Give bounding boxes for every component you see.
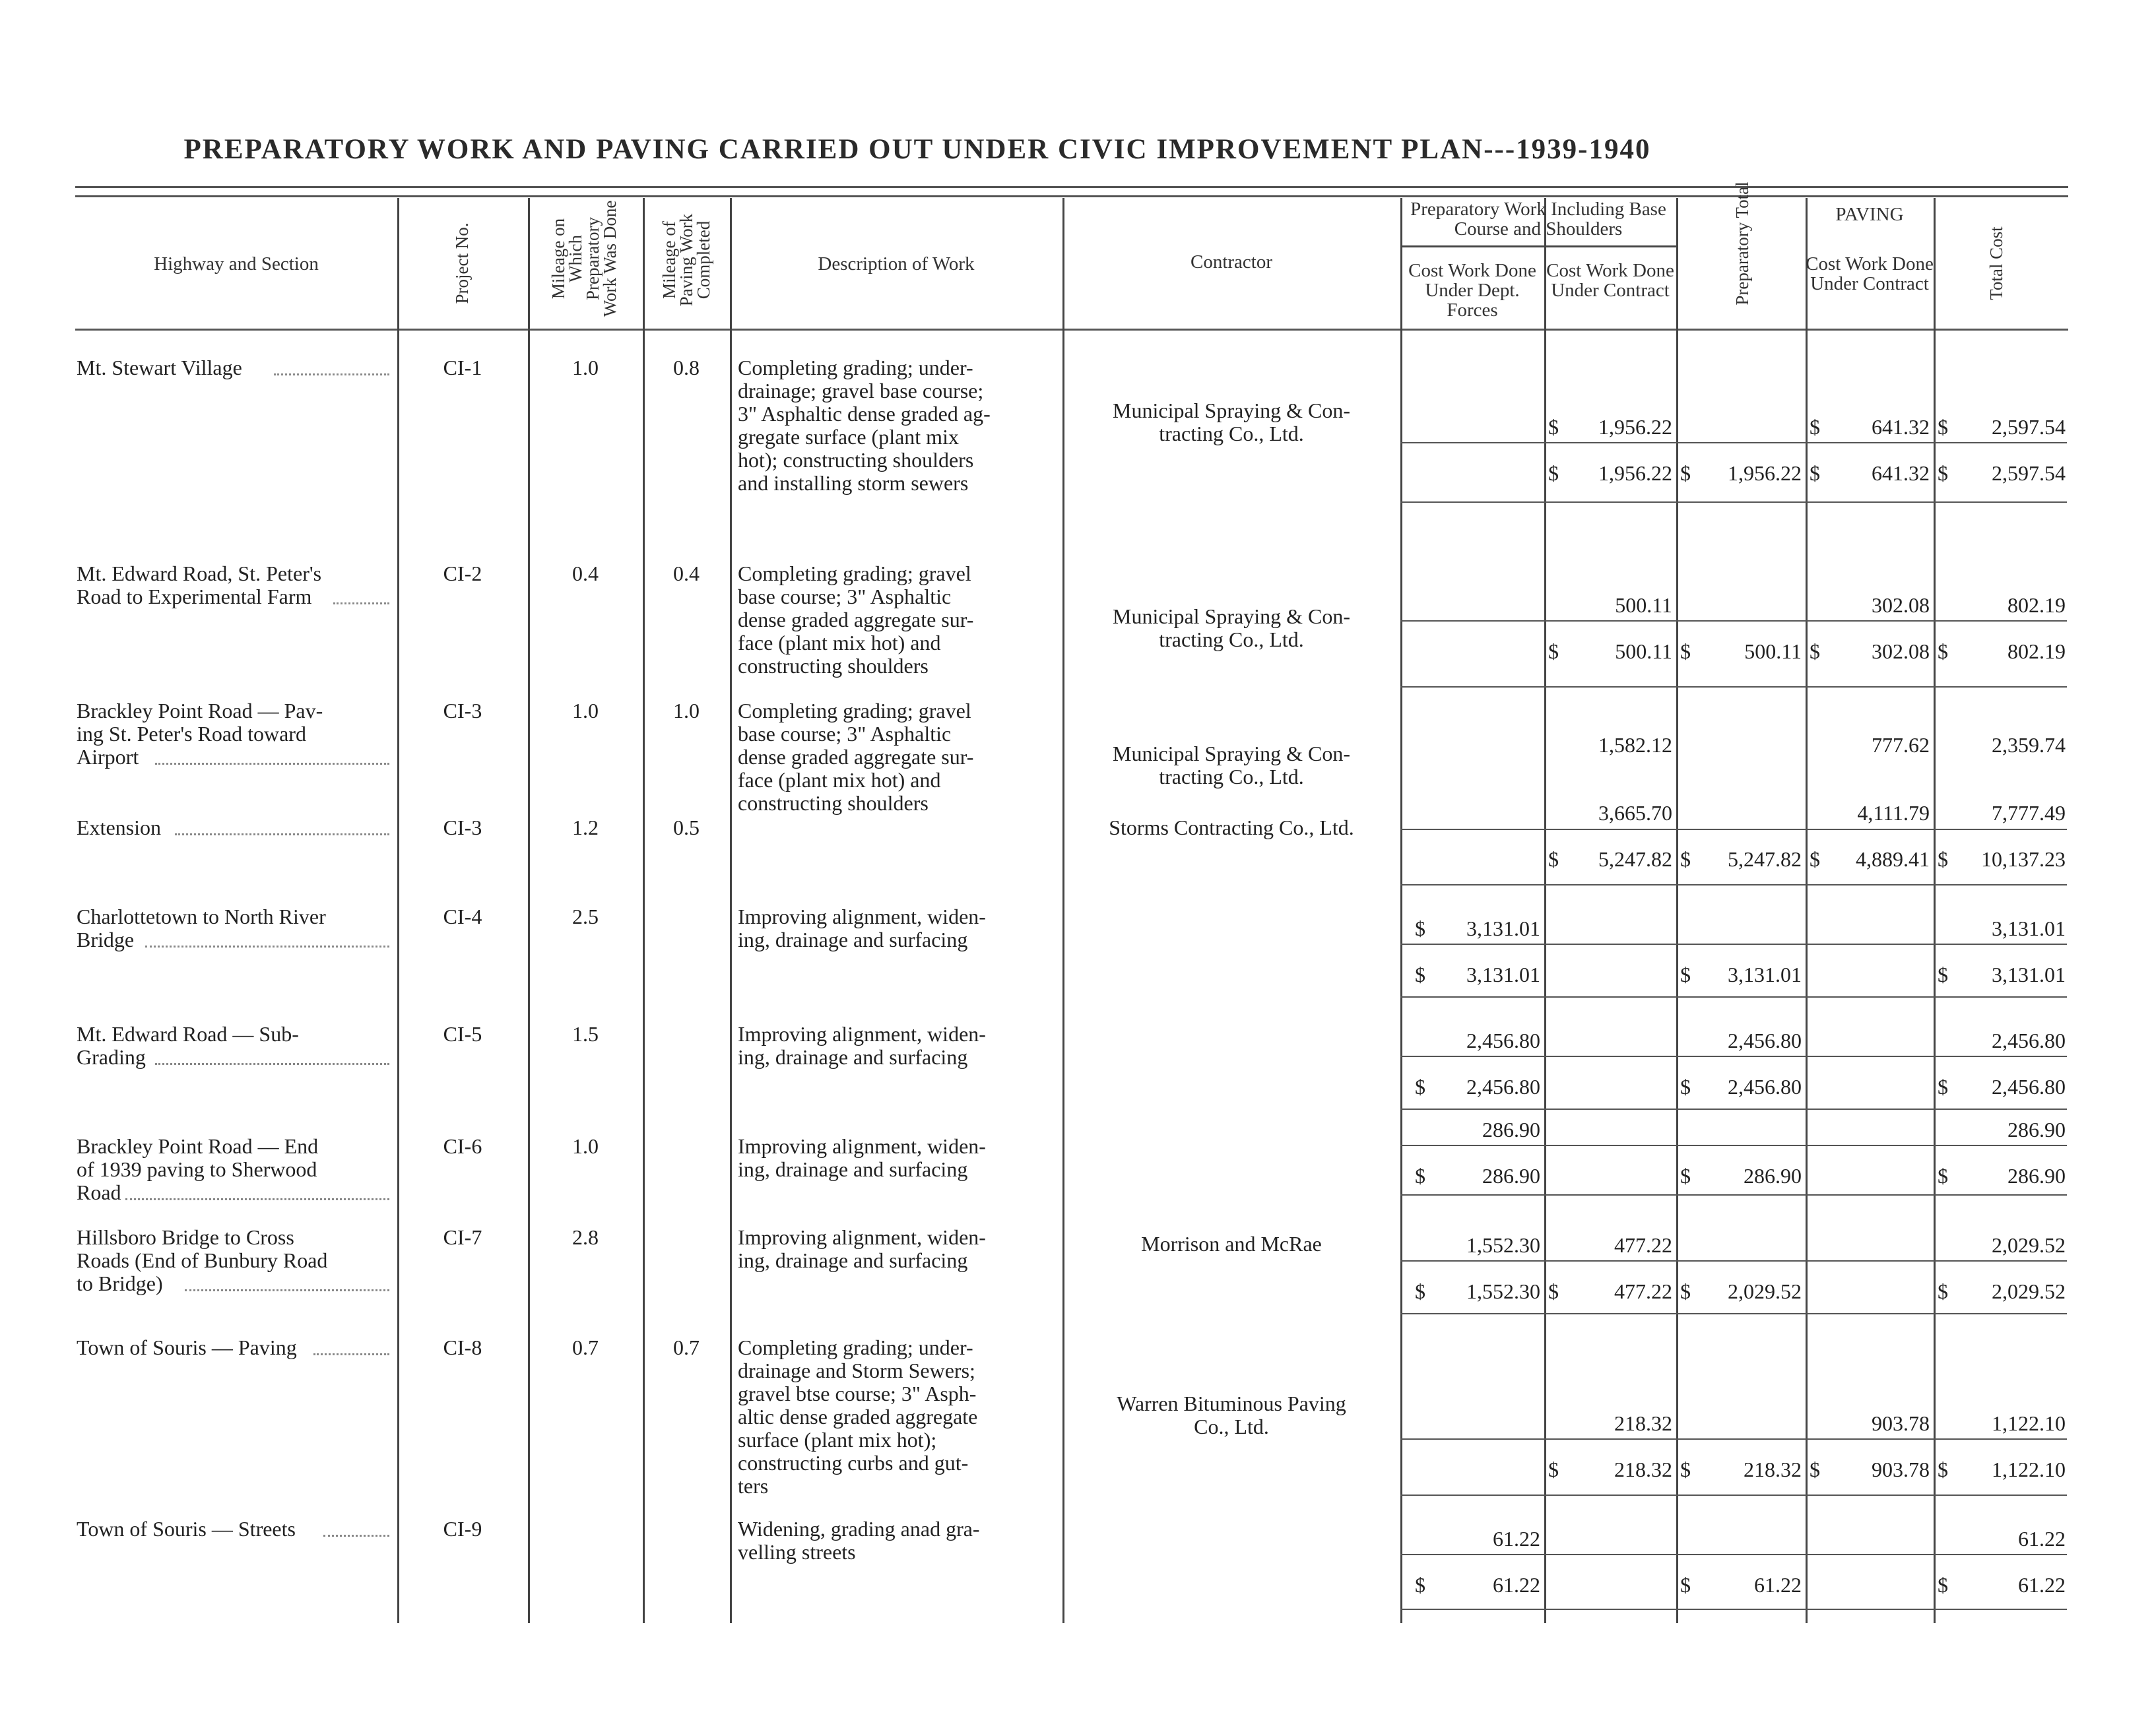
work-description: Completing grading; gravel: [738, 699, 971, 723]
contract-value: 477.22: [1614, 1233, 1672, 1257]
work-description: base course; 3" Asphaltic: [738, 585, 952, 608]
dept-value: 3,131.01: [1466, 916, 1540, 940]
mileage-prep: 1.2: [572, 816, 599, 839]
mileage-paving: 0.4: [673, 562, 700, 585]
mileage-prep: 1.5: [572, 1022, 599, 1046]
currency-sign: $: [1938, 1075, 1948, 1099]
work-description: base course; 3" Asphaltic: [738, 722, 952, 746]
column-divider: [643, 198, 645, 1623]
highway-section: Mt. Stewart Village: [77, 356, 242, 379]
prep-value: 2,456.80: [1728, 1029, 1802, 1052]
work-description: ing, drainage and surfacing: [738, 1157, 968, 1181]
paving-value: 777.62: [1872, 733, 1930, 757]
sum-rule: [1400, 442, 2067, 443]
work-description: hot); constructing shoulders: [738, 448, 974, 472]
dept-value: 286.90: [1482, 1118, 1540, 1141]
prep-value: 61.22: [1754, 1573, 1802, 1597]
total-value: 10,137.23: [1981, 847, 2066, 871]
currency-sign: $: [1810, 1458, 1820, 1481]
mileage-prep: 2.8: [572, 1225, 599, 1249]
total-value: 2,029.52: [1992, 1233, 2066, 1257]
header-project: Project No.: [452, 222, 472, 304]
mileage-paving: 0.7: [673, 1335, 700, 1359]
top-rule: [75, 186, 2068, 188]
total-value: 1,122.10: [1992, 1458, 2066, 1481]
currency-sign: $: [1938, 1573, 1948, 1597]
currency-sign: $: [1680, 1279, 1691, 1303]
work-description: Improving alignment, widen-: [738, 1225, 986, 1249]
work-description: Improving alignment, widen-: [738, 1134, 986, 1158]
contractor-name: Municipal Spraying & Con-: [1113, 742, 1350, 765]
work-description: ing, drainage and surfacing: [738, 1248, 968, 1272]
contractor-name: Co., Ltd.: [1194, 1415, 1269, 1438]
work-description: altic dense graded aggregate: [738, 1405, 978, 1429]
highway-section: Brackley Point Road — Pav-: [77, 699, 323, 723]
highway-section: Road: [77, 1180, 121, 1204]
work-description: and installing storm sewers: [738, 471, 969, 495]
prep-value: 2,456.80: [1728, 1075, 1802, 1099]
highway-section: Brackley Point Road — End: [77, 1134, 319, 1158]
top-rule-2: [75, 195, 2068, 197]
prep-value: 5,247.82: [1728, 847, 1802, 871]
total-value: 3,131.01: [1992, 916, 2066, 940]
contract-value: 500.11: [1615, 639, 1672, 663]
mileage-paving: 0.5: [673, 816, 700, 839]
sum-rule: [1400, 996, 2067, 998]
work-description: gregate surface (plant mix: [738, 425, 959, 449]
paving-value: 903.78: [1872, 1411, 1930, 1435]
contract-value: 477.22: [1614, 1279, 1672, 1303]
column-divider: [1400, 198, 1402, 1623]
mileage-prep: 1.0: [572, 699, 599, 723]
contractor-name: Municipal Spraying & Con-: [1113, 604, 1350, 628]
currency-sign: $: [1810, 847, 1820, 871]
highway-section: Grading: [77, 1045, 146, 1069]
highway-section: Road to Experimental Farm: [77, 585, 312, 608]
header-paving-group: PAVING: [1835, 204, 1904, 225]
paving-value: 302.08: [1872, 593, 1930, 617]
paving-value: 4,889.41: [1856, 847, 1930, 871]
work-description: velling streets: [738, 1540, 856, 1564]
work-description: Completing grading; under-: [738, 1335, 973, 1359]
work-description: Improving alignment, widen-: [738, 1022, 986, 1046]
currency-sign: $: [1680, 1573, 1691, 1597]
contractor-name: Morrison and McRae: [1141, 1232, 1322, 1256]
highway-section: Mt. Edward Road — Sub-: [77, 1022, 299, 1046]
contract-value: 1,582.12: [1598, 733, 1672, 757]
work-description: dense graded aggregate sur-: [738, 745, 974, 769]
currency-sign: $: [1548, 461, 1559, 485]
contract-value: 5,247.82: [1598, 847, 1672, 871]
leader-dots: [313, 1352, 389, 1355]
highway-section: Roads (End of Bunbury Road: [77, 1248, 328, 1272]
leader-dots: [274, 372, 389, 375]
sum-rule: [1400, 1145, 2067, 1146]
column-divider: [730, 198, 732, 1623]
dept-value: 286.90: [1482, 1164, 1540, 1188]
sum-rule: [1400, 1056, 2067, 1057]
sum-rule: [1400, 1554, 2067, 1555]
paving-value: 903.78: [1872, 1458, 1930, 1481]
header-paving-contract: Cost Work Done Under Contract: [1806, 253, 1934, 294]
sum-rule: [1400, 1438, 2067, 1440]
work-description: drainage and Storm Sewers;: [738, 1359, 975, 1382]
highway-section: Town of Souris — Streets: [77, 1517, 296, 1541]
mileage-prep: 2.5: [572, 905, 599, 928]
work-description: ing, drainage and surfacing: [738, 1045, 968, 1069]
contract-value: 1,956.22: [1598, 415, 1672, 439]
header-description: Description of Work: [818, 253, 975, 274]
contract-value: 218.32: [1614, 1458, 1672, 1481]
header-mileage-prep: Mileage on Which Preparatory Work Was Done: [548, 200, 620, 317]
highway-section: Airport: [77, 745, 139, 769]
contract-value: 500.11: [1615, 593, 1672, 617]
contractor-name: Storms Contracting Co., Ltd.: [1109, 816, 1354, 839]
dept-value: 61.22: [1493, 1573, 1540, 1597]
highway-section: ing St. Peter's Road toward: [77, 722, 306, 746]
dept-value: 2,456.80: [1466, 1029, 1540, 1052]
currency-sign: $: [1548, 1279, 1559, 1303]
highway-section: Mt. Edward Road, St. Peter's: [77, 562, 322, 585]
sum-rule: [1400, 1495, 2067, 1496]
work-description: face (plant mix hot) and: [738, 768, 941, 792]
total-value: 2,029.52: [1992, 1279, 2066, 1303]
header-contractor: Contractor: [1190, 251, 1272, 273]
mileage-prep: 0.7: [572, 1335, 599, 1359]
currency-sign: $: [1680, 963, 1691, 986]
header-dept-forces: Cost Work Done Under Dept. Forces: [1408, 260, 1536, 321]
project-number: CI-1: [443, 356, 482, 379]
contractor-name: tracting Co., Ltd.: [1159, 422, 1304, 445]
prep-value: 2,029.52: [1728, 1279, 1802, 1303]
leader-dots: [333, 601, 389, 604]
work-description: gravel btse course; 3" Asph-: [738, 1382, 977, 1405]
total-value: 802.19: [2007, 639, 2066, 663]
contract-value: 3,665.70: [1598, 801, 1672, 825]
paving-value: 302.08: [1872, 639, 1930, 663]
currency-sign: $: [1548, 415, 1559, 439]
currency-sign: $: [1938, 639, 1948, 663]
header-rule: [75, 329, 2068, 331]
total-value: 1,122.10: [1992, 1411, 2066, 1435]
currency-sign: $: [1810, 639, 1820, 663]
contractor-name: tracting Co., Ltd.: [1159, 765, 1304, 788]
mileage-prep: 0.4: [572, 562, 599, 585]
currency-sign: $: [1938, 1458, 1948, 1481]
work-description: Completing grading; gravel: [738, 562, 971, 585]
project-number: CI-2: [443, 562, 482, 585]
work-description: constructing shoulders: [738, 791, 929, 815]
sum-rule: [1400, 501, 2067, 503]
prep-value: 218.32: [1744, 1458, 1802, 1481]
total-value: 61.22: [2018, 1573, 2066, 1597]
highway-section: of 1939 paving to Sherwood: [77, 1157, 317, 1181]
contract-value: 218.32: [1614, 1411, 1672, 1435]
work-description: face (plant mix hot) and: [738, 631, 941, 655]
dept-value: 3,131.01: [1466, 963, 1540, 986]
sum-rule: [1400, 829, 2067, 830]
header-total-cost: Total Cost: [1986, 226, 2006, 300]
total-value: 286.90: [2007, 1118, 2066, 1141]
prep-value: 500.11: [1744, 639, 1802, 663]
header-prep-total: Preparatory Total: [1732, 181, 1752, 305]
currency-sign: $: [1680, 1164, 1691, 1188]
currency-sign: $: [1938, 847, 1948, 871]
total-value: 2,597.54: [1992, 415, 2066, 439]
contract-value: 1,956.22: [1598, 461, 1672, 485]
currency-sign: $: [1680, 1075, 1691, 1099]
highway-section: Bridge: [77, 928, 135, 951]
mileage-prep: 1.0: [572, 356, 599, 379]
mileage-prep: 1.0: [572, 1134, 599, 1158]
highway-section: Town of Souris — Paving: [77, 1335, 297, 1359]
total-value: 286.90: [2007, 1164, 2066, 1188]
currency-sign: $: [1680, 461, 1691, 485]
sum-rule: [1400, 1313, 2067, 1314]
header-subrule: [1400, 245, 1676, 247]
page-title: PREPARATORY WORK AND PAVING CARRIED OUT UNDER CIVIC IMPROVEMENT PLAN---1939-1940: [183, 134, 1651, 165]
work-description: ters: [738, 1474, 769, 1498]
sum-rule: [1400, 944, 2067, 945]
currency-sign: $: [1680, 1458, 1691, 1481]
header-under-contract: Cost Work Done Under Contract: [1546, 260, 1674, 301]
column-divider: [1544, 198, 1546, 1623]
dept-value: 2,456.80: [1466, 1075, 1540, 1099]
total-value: 802.19: [2007, 593, 2066, 617]
currency-sign: $: [1938, 415, 1948, 439]
project-number: CI-7: [443, 1225, 482, 1249]
total-value: 61.22: [2018, 1527, 2066, 1551]
project-number: CI-3: [443, 816, 482, 839]
work-description: ing, drainage and surfacing: [738, 928, 968, 951]
work-description: Completing grading; under-: [738, 356, 973, 379]
column-divider: [1934, 198, 1936, 1623]
work-description: constructing shoulders: [738, 654, 929, 678]
currency-sign: $: [1810, 461, 1820, 485]
project-number: CI-4: [443, 905, 482, 928]
project-number: CI-8: [443, 1335, 482, 1359]
sum-rule: [1400, 1194, 2067, 1196]
currency-sign: $: [1810, 415, 1820, 439]
sum-rule: [1400, 1109, 2067, 1110]
sum-rule: [1400, 1260, 2067, 1262]
contractor-name: Warren Bituminous Paving: [1117, 1392, 1346, 1415]
highway-section: Charlottetown to North River: [77, 905, 326, 928]
leader-dots: [185, 1288, 389, 1291]
currency-sign: $: [1680, 639, 1691, 663]
prep-value: 3,131.01: [1728, 963, 1802, 986]
currency-sign: $: [1548, 847, 1559, 871]
header-subrule: [1806, 245, 1934, 247]
dept-value: 1,552.30: [1466, 1233, 1540, 1257]
mileage-paving: 0.8: [673, 356, 700, 379]
highway-section: Extension: [77, 816, 161, 839]
currency-sign: $: [1938, 1279, 1948, 1303]
leader-dots: [145, 944, 389, 948]
total-value: 2,597.54: [1992, 461, 2066, 485]
prep-value: 1,956.22: [1728, 461, 1802, 485]
contractor-name: Municipal Spraying & Con-: [1113, 399, 1350, 422]
column-divider: [1806, 198, 1808, 1623]
dept-value: 1,552.30: [1466, 1279, 1540, 1303]
sum-rule: [1400, 884, 2067, 885]
total-value: 2,359.74: [1992, 733, 2066, 757]
prep-value: 286.90: [1744, 1164, 1802, 1188]
paving-value: 641.32: [1872, 461, 1930, 485]
currency-sign: $: [1680, 847, 1691, 871]
sum-rule: [1400, 620, 2067, 622]
leader-dots: [155, 1062, 389, 1065]
currency-sign: $: [1415, 916, 1425, 940]
currency-sign: $: [1938, 461, 1948, 485]
leader-dots: [125, 1197, 389, 1200]
leader-dots: [323, 1533, 389, 1537]
project-number: CI-5: [443, 1022, 482, 1046]
total-value: 3,131.01: [1992, 963, 2066, 986]
project-number: CI-3: [443, 699, 482, 723]
header-prep-group: Preparatory Work Including Base Course and Shoulders: [1410, 199, 1666, 240]
currency-sign: $: [1415, 1164, 1425, 1188]
total-value: 7,777.49: [1992, 801, 2066, 825]
currency-sign: $: [1548, 1458, 1559, 1481]
currency-sign: $: [1415, 963, 1425, 986]
project-number: CI-6: [443, 1134, 482, 1158]
leader-dots: [175, 832, 389, 835]
contractor-name: tracting Co., Ltd.: [1159, 627, 1304, 651]
currency-sign: $: [1938, 1164, 1948, 1188]
work-description: constructing curbs and gut-: [738, 1451, 969, 1475]
currency-sign: $: [1548, 639, 1559, 663]
work-description: drainage; gravel base course;: [738, 379, 984, 402]
leader-dots: [155, 761, 389, 765]
work-description: surface (plant mix hot);: [738, 1428, 937, 1452]
paving-value: 4,111.79: [1857, 801, 1930, 825]
paving-value: 641.32: [1872, 415, 1930, 439]
sum-rule: [1400, 686, 2067, 688]
highway-section: Hillsboro Bridge to Cross: [77, 1225, 294, 1249]
header-mileage-paving: Mileage of Paving Work Completed: [659, 213, 713, 307]
currency-sign: $: [1415, 1279, 1425, 1303]
work-description: 3" Asphaltic dense graded ag-: [738, 402, 991, 426]
work-description: Improving alignment, widen-: [738, 905, 986, 928]
work-description: Widening, grading anad gra-: [738, 1517, 980, 1541]
header-highway: Highway and Section: [154, 253, 319, 274]
highway-section: to Bridge): [77, 1271, 163, 1295]
dept-value: 61.22: [1493, 1527, 1540, 1551]
currency-sign: $: [1415, 1075, 1425, 1099]
work-description: dense graded aggregate sur-: [738, 608, 974, 631]
total-value: 2,456.80: [1992, 1029, 2066, 1052]
mileage-paving: 1.0: [673, 699, 700, 723]
project-number: CI-9: [443, 1517, 482, 1541]
sum-rule: [1400, 1609, 2067, 1610]
currency-sign: $: [1938, 963, 1948, 986]
column-divider: [1676, 198, 1678, 1623]
total-value: 2,456.80: [1992, 1075, 2066, 1099]
currency-sign: $: [1415, 1573, 1425, 1597]
